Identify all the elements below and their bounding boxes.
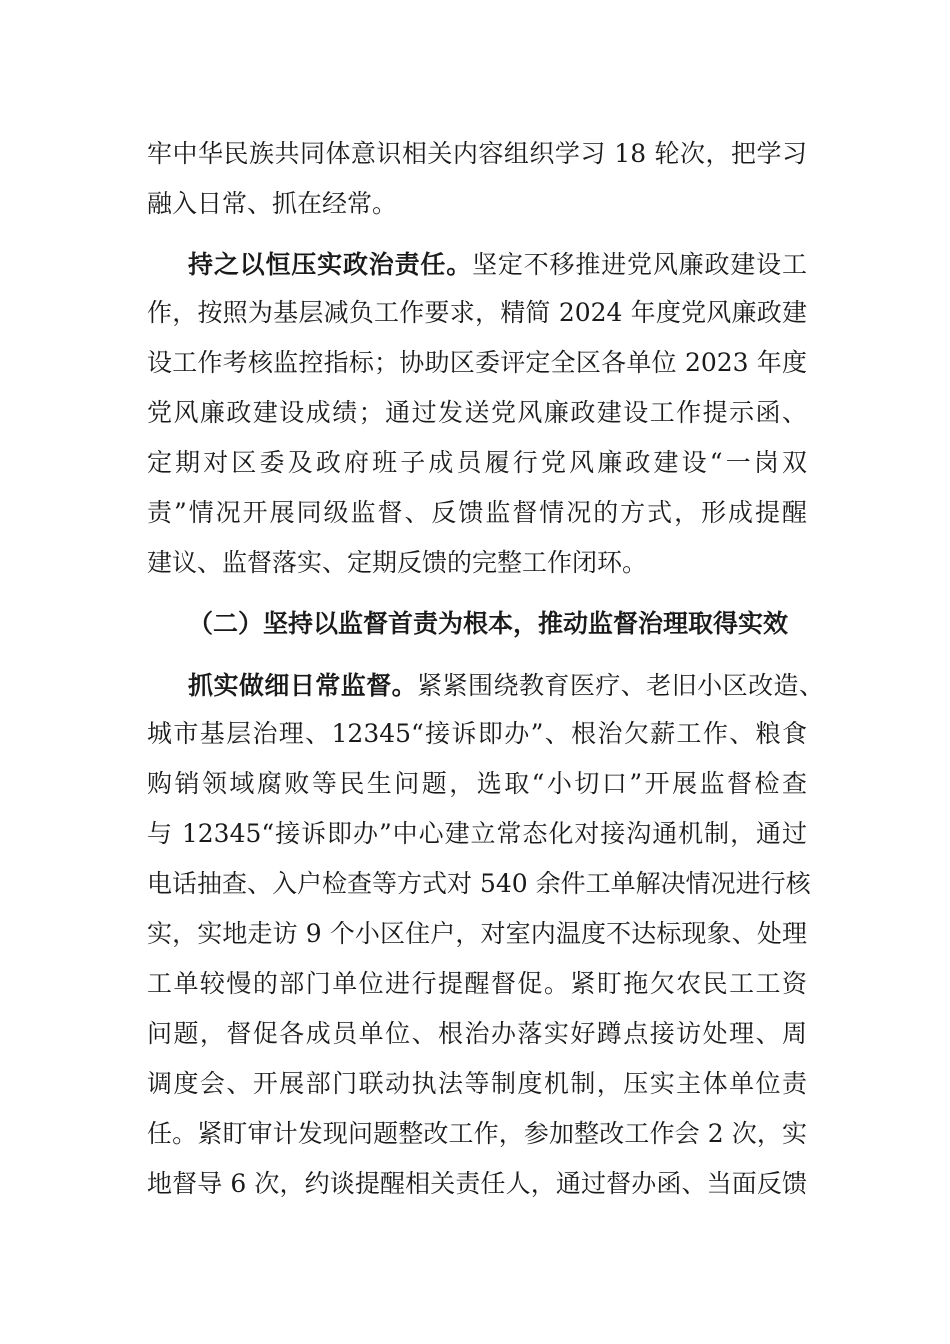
paragraph-line: 任。紧盯审计发现问题整改工作，参加整改工作会 2 次，实 (147, 1119, 807, 1148)
paragraph-line: 建议、监督落实、定期反馈的完整工作闭环。 (147, 548, 648, 577)
paragraph-line: 作，按照为基层减负工作要求，精简 2024 年度党风廉政建 (147, 298, 807, 327)
paragraph-line: 地督导 6 次，约谈提醒相关责任人，通过督办函、当面反馈 (147, 1169, 807, 1198)
paragraph-first-line (188, 239, 807, 291)
paragraph-text: 坚定不移推进党风廉政建设工 (472, 250, 807, 279)
paragraph-line: 问题，督促各成员单位、根治办落实好蹲点接访处理、周 (147, 1019, 807, 1048)
paragraph-line: 责”情况开展同级监督、反馈监督情况的方式，形成提醒 (147, 498, 807, 527)
paragraph-line: 定期对区委及政府班子成员履行党风廉政建设“一岗双 (147, 448, 807, 477)
section-heading: （二）坚持以监督首责为根本，推动监督治理取得实效 (188, 609, 789, 638)
paragraph-line: 调度会、开展部门联动执法等制度机制，压实主体单位责 (147, 1069, 807, 1098)
paragraph-line: 党风廉政建设成绩；通过发送党风廉政建设工作提示函、 (147, 398, 807, 427)
paragraph-line: 实，实地走访 9 个小区住户，对室内温度不达标现象、处理 (147, 919, 807, 948)
paragraph-line: 工单较慢的部门单位进行提醒督促。紧盯拖欠农民工工资 (147, 969, 807, 998)
paragraph-title: 持之以恒压实政治责任。 (188, 250, 473, 279)
paragraph-line: 购销领域腐败等民生问题，选取“小切口”开展监督检查 (147, 769, 807, 798)
paragraph-title: 抓实做细日常监督。 (188, 671, 418, 700)
paragraph-line: 牢中华民族共同体意识相关内容组织学习 18 轮次，把学习 (147, 139, 807, 168)
paragraph-line: 电话抽查、入户检查等方式对 540 余件工单解决情况进行核 (147, 869, 811, 898)
paragraph-line: 与 12345“接诉即办”中心建立常态化对接沟通机制，通过 (147, 819, 807, 848)
paragraph-line: 融入日常、抓在经常。 (147, 189, 398, 218)
paragraph-line: 设工作考核监控指标；协助区委评定全区各单位 2023 年度 (147, 348, 807, 377)
paragraph-text: 紧紧围绕教育医疗、老旧小区改造、 (417, 671, 824, 700)
paragraph-line: 城市基层治理、12345“接诉即办”、根治欠薪工作、粮食 (147, 719, 807, 748)
paragraph-first-line (188, 660, 824, 712)
